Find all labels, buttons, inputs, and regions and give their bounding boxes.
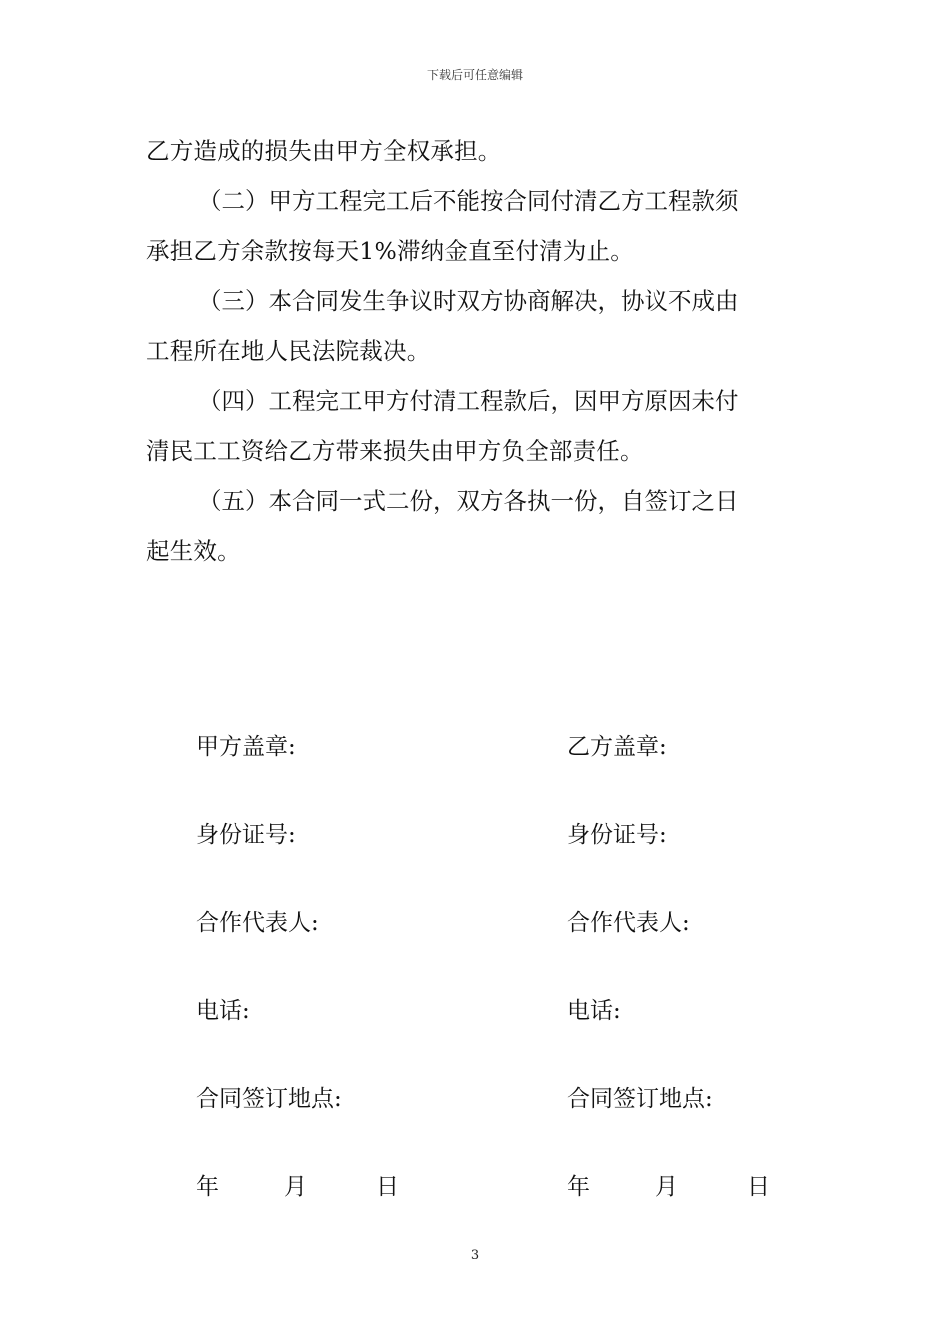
party-a-signature-block [196, 726, 496, 1254]
party-a-day-label: 日 [376, 1174, 399, 1200]
party-a-date [196, 1166, 496, 1254]
party-b-month-label: 月 [655, 1174, 678, 1200]
contract-body [146, 126, 808, 576]
clause-2-line-1: （二）甲方工程完工后不能按合同付清乙方工程款须 [198, 187, 739, 215]
party-a-representative-label: 合作代表人: [196, 910, 319, 936]
clause-5-line-2: 起生效。 [146, 537, 241, 565]
party-b-representative-label: 合作代表人: [567, 910, 690, 936]
page-number: 3 [470, 1248, 480, 1263]
party-b-place-label: 合同签订地点: [567, 1086, 713, 1112]
party-a-id-label: 身份证号: [196, 822, 296, 848]
party-a-month-label: 月 [284, 1174, 307, 1200]
clause-5-line-1: （五）本合同一式二份，双方各执一份，自签订之日 [198, 487, 739, 515]
clause-4-line-1: （四）工程完工甲方付清工程款后，因甲方原因未付 [198, 387, 739, 415]
party-a-seal-label: 甲方盖章: [196, 734, 296, 760]
party-b-id-label: 身份证号: [567, 822, 667, 848]
body-line-1: 乙方造成的损失由甲方全权承担。 [146, 137, 502, 165]
page-header: 下载后可任意编辑 [426, 68, 523, 82]
clause-3-line-2: 工程所在地人民法院裁决。 [146, 337, 431, 365]
party-b-seal-label: 乙方盖章: [567, 734, 667, 760]
clause-2-line-2: 承担乙方余款按每天1%滞纳金直至付清为止。 [146, 237, 634, 265]
party-b-date [567, 1166, 867, 1254]
clause-3-line-1: （三）本合同发生争议时双方协商解决，协议不成由 [198, 287, 739, 315]
party-b-phone-label: 电话: [567, 998, 621, 1024]
party-a-year-label: 年 [196, 1174, 219, 1200]
party-b-day-label: 日 [747, 1174, 770, 1200]
party-b-year-label: 年 [567, 1174, 590, 1200]
party-b-signature-block [567, 726, 867, 1254]
party-a-phone-label: 电话: [196, 998, 250, 1024]
clause-4-line-2: 清民工工资给乙方带来损失由甲方负全部责任。 [146, 437, 644, 465]
party-a-place-label: 合同签订地点: [196, 1086, 342, 1112]
